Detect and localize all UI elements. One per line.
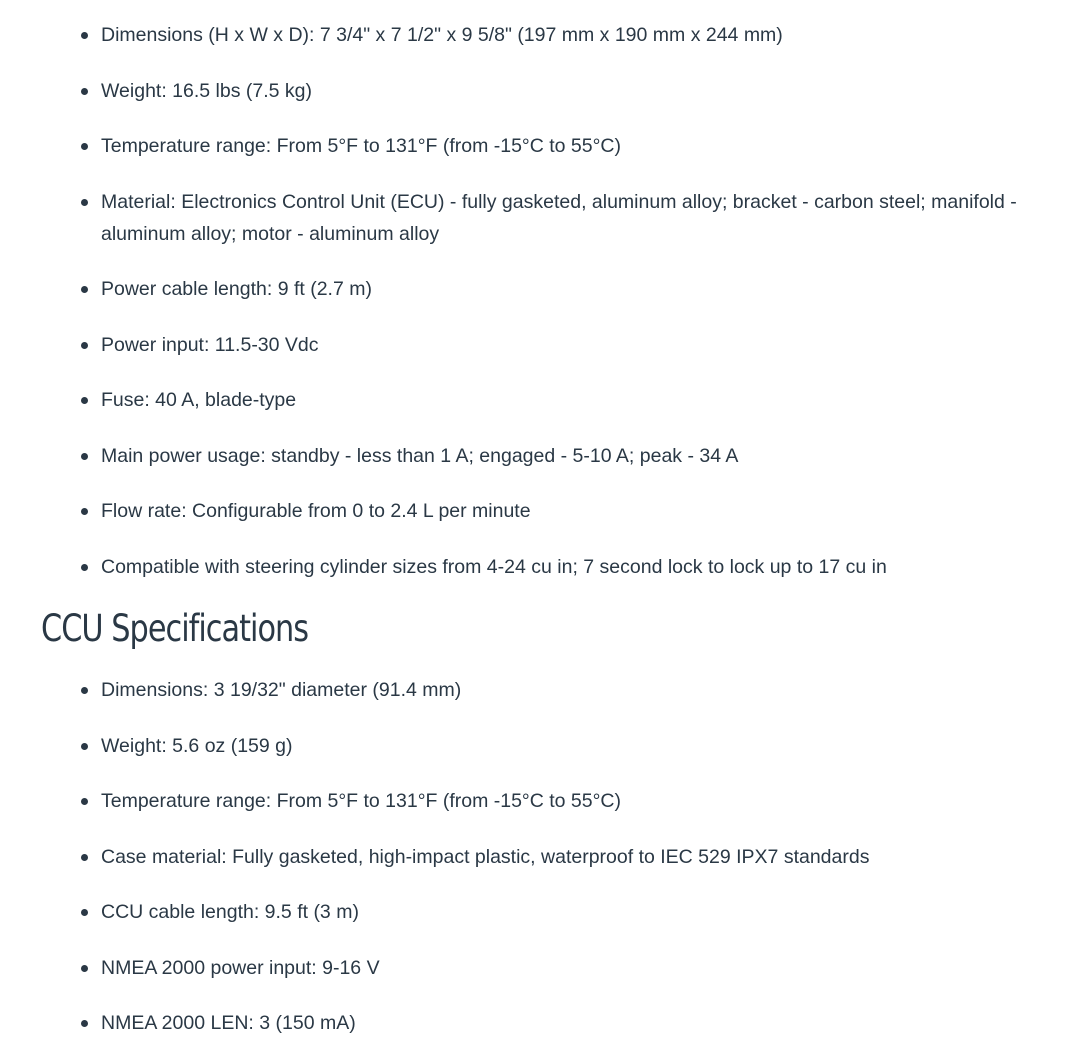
ccu-specifications-heading: CCU Specifications	[41, 607, 309, 650]
ccu-spec-item-nmea-power-input: NMEA 2000 power input: 9-16 V	[0, 952, 1087, 984]
ccu-spec-item-weight: Weight: 5.6 oz (159 g)	[0, 730, 1087, 762]
ccu-spec-item-case-material: Case material: Fully gasketed, high-impact plastic, waterproof to IEC 529 IPX7 standards	[0, 841, 1087, 873]
ccu-spec-item-temperature-range: Temperature range: From 5°F to 131°F (from -15°C to 55°C)	[0, 785, 1087, 817]
ccu-spec-item-cable-length: CCU cable length: 9.5 ft (3 m)	[0, 896, 1087, 928]
spec-item-power-input: Power input: 11.5-30 Vdc	[0, 329, 1087, 361]
spec-item-cylinder-compatibility: Compatible with steering cylinder sizes from 4-24 cu in; 7 second lock to lock up to 17 cu in	[0, 551, 1087, 583]
ccu-spec-item-dimensions: Dimensions: 3 19/32" diameter (91.4 mm)	[0, 674, 1087, 706]
spec-item-dimensions: Dimensions (H x W x D): 7 3/4" x 7 1/2" x 9 5/8" (197 mm x 190 mm x 244 mm)	[0, 19, 1087, 51]
ecu-spec-list	[0, 19, 1087, 606]
spec-item-main-power-usage: Main power usage: standby - less than 1 A; engaged - 5-10 A; peak - 34 A	[0, 440, 1087, 472]
spec-item-material: Material: Electronics Control Unit (ECU) - fully gasketed, aluminum alloy; bracket - carbon steel; manifold - aluminum alloy; motor - aluminum alloy	[0, 186, 1087, 250]
spec-item-power-cable-length: Power cable length: 9 ft (2.7 m)	[0, 273, 1087, 305]
spec-item-weight: Weight: 16.5 lbs (7.5 kg)	[0, 75, 1087, 107]
spec-item-temperature-range: Temperature range: From 5°F to 131°F (from -15°C to 55°C)	[0, 130, 1087, 162]
spec-item-flow-rate: Flow rate: Configurable from 0 to 2.4 L per minute	[0, 495, 1087, 527]
ccu-spec-item-nmea-len: NMEA 2000 LEN: 3 (150 mA)	[0, 1007, 1087, 1039]
ccu-spec-list	[0, 674, 1087, 1063]
spec-item-fuse: Fuse: 40 A, blade-type	[0, 384, 1087, 416]
